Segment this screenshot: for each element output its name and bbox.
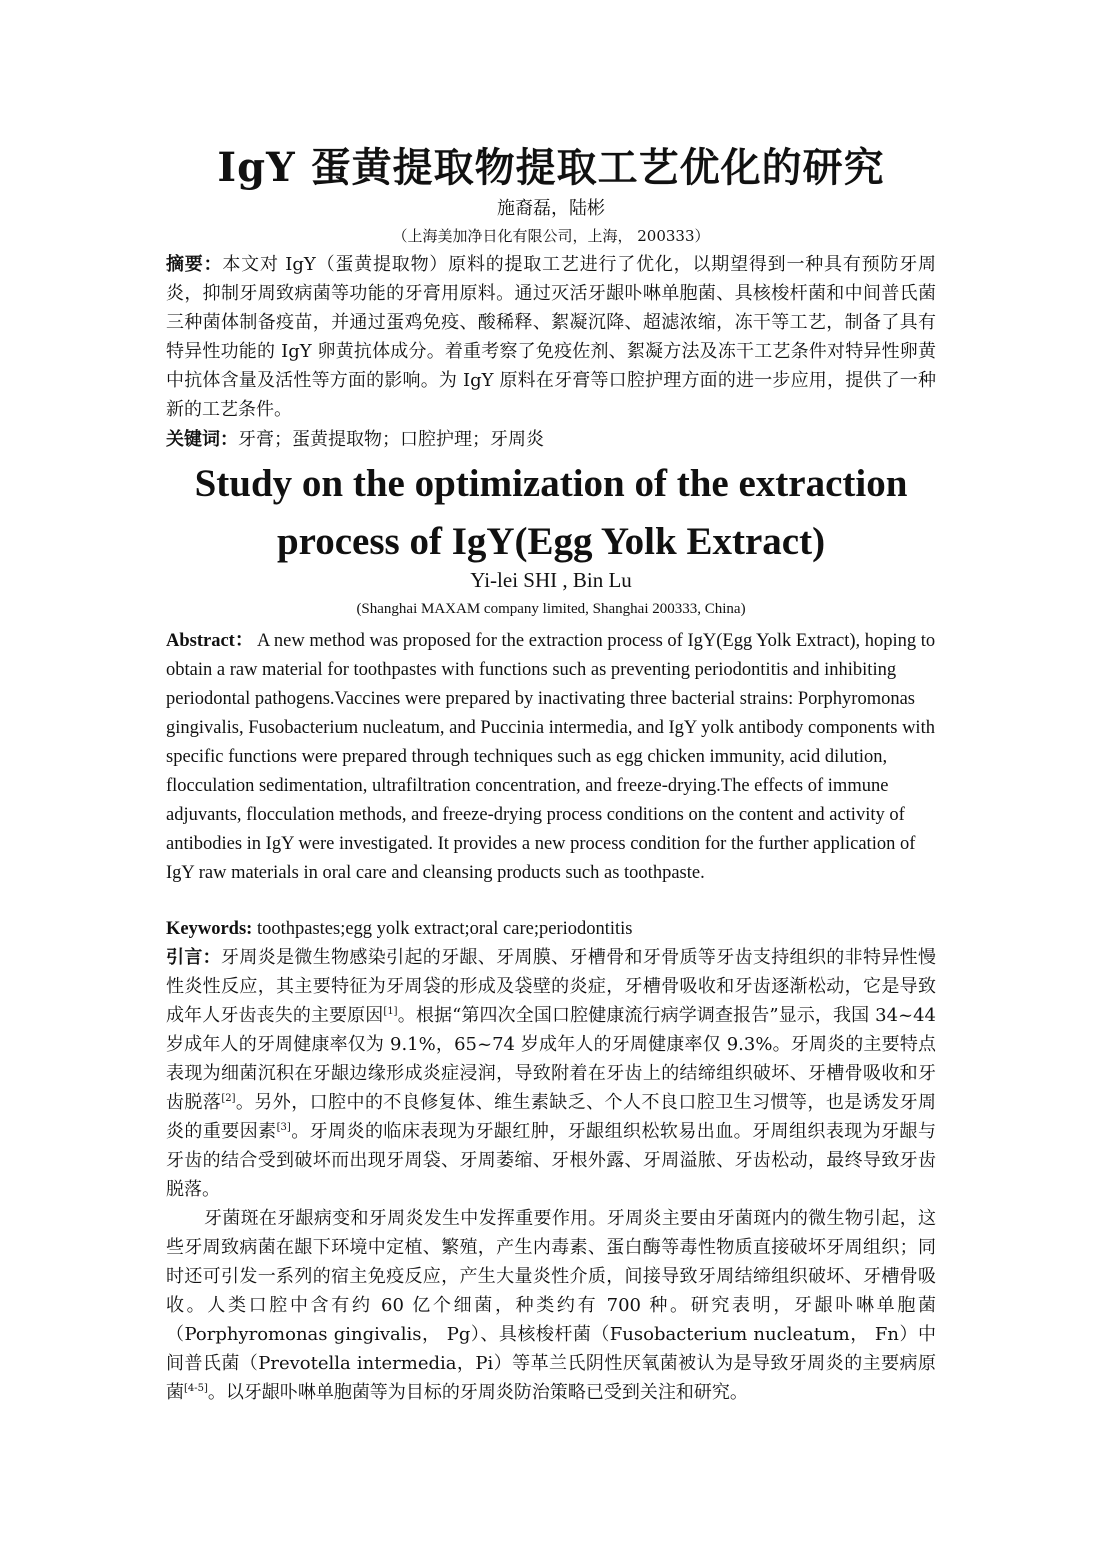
chinese-abstract-label: 摘要： <box>166 254 223 275</box>
intro-text-part-b: 。根据“第四次全国口腔健康流行病学调查报告”显示，我国 34~44 岁成年人的牙周健康率仅为 9.1%，65~74 岁成年人的牙周健康率仅 9.3%。牙周炎的主要特点表现为细菌沉积在牙龈边缘形成炎症浸润，导致附着在牙齿上的结缔组织破坏、牙槽骨吸收和牙齿脱落 <box>166 1005 937 1113</box>
introduction-section <box>166 943 936 1407</box>
chinese-keywords-text: 牙膏；蛋黄提取物；口腔护理；牙周炎 <box>238 429 544 450</box>
citation-4-5: [4-5] <box>184 1383 208 1394</box>
intro-text-part-a: 牙周炎是微生物感染引起的牙龈、牙周膜、牙槽骨和牙骨质等牙齿支持组织的非特异性慢性炎性反应，其主要特征为牙周袋的形成及袋壁的炎症，牙槽骨吸收和牙齿逐渐松动，它是导致成年人牙齿丧失的主要原因 <box>166 947 937 1026</box>
chinese-abstract-text: 本文对 IgY（蛋黄提取物）原料的提取工艺进行了优化，以期望得到一种具有预防牙周炎，抑制牙周致病菌等功能的牙膏用原料。通过灭活牙龈卟啉单胞菌、具核梭杆菌和中间普氏菌三种菌体制备疫苗，并通过蛋鸡免疫、酸稀释、絮凝沉降、超滤浓缩，冻干等工艺，制备了具有特异性功能的 IgY 卵黄抗体成分。着重考察了免疫佐剂、絮凝方法及冻干工艺条件对特异性卵黄中抗体含量及活性等方面的影响。为 IgY 原料在牙膏等口腔护理方面的进一步应用，提供了一种新的工艺条件。 <box>166 254 937 420</box>
chinese-abstract <box>166 250 936 424</box>
english-title-line-1: Study on the optimization of the extraction <box>194 462 908 505</box>
english-keywords <box>166 915 936 944</box>
intro-text-part-c: 。另外，口腔中的不良修复体、维生素缺乏、个人不良口腔卫生习惯等，也是诱发牙周炎的重要因素 <box>166 1092 937 1142</box>
introduction-label: 引言： <box>166 947 222 968</box>
intro-text-part-e: 牙菌斑在牙龈病变和牙周炎发生中发挥重要作用。牙周炎主要由牙菌斑内的微生物引起，这些牙周致病菌在龈下环境中定植、繁殖，产生内毒素、蛋白酶等毒性物质直接破坏牙周组织；同时还可引发一系列的宿主免疫反应，产生大量炎性介质，间接导致牙周结缔组织破坏、牙槽骨吸收。人类口腔中含有约 60 亿个细菌，种类约有 700 种。研究表明，牙龈卟啉单胞菌（Porphyromonas gingivalis， Pg）、具核梭杆菌（Fusobacterium nucleatum， Fn）中间普氏菌（Prevotella intermedia，Pi）等革兰氏阴性厌氧菌被认为是导致牙周炎的主要病原菌 <box>166 1208 936 1403</box>
intro-text-part-f: 。以牙龈卟啉单胞菌等为目标的牙周炎防治策略已受到关注和研究。 <box>207 1382 748 1403</box>
citation-2: [2] <box>221 1093 236 1104</box>
english-abstract <box>166 627 936 888</box>
english-affiliation: (Shanghai MAXAM company limited, Shanghai 200333, China) <box>356 601 746 617</box>
english-title <box>166 455 936 571</box>
introduction-paragraph-2 <box>166 1204 936 1407</box>
english-abstract-label: Abstract： <box>166 631 254 651</box>
citation-3: [3] <box>276 1122 291 1133</box>
english-title-line-2: process of IgY(Egg Yolk Extract) <box>276 520 826 563</box>
chinese-affiliation: （上海美加净日化有限公司，上海， 200333） <box>392 227 710 245</box>
english-authors: Yi-lei SHI , Bin Lu <box>470 568 632 592</box>
chinese-authors: 施裔磊，陆彬 <box>497 198 605 219</box>
english-keywords-text: toothpastes;egg yolk extract;oral care;periodontitis <box>252 919 633 939</box>
chinese-keywords <box>166 425 936 454</box>
introduction-paragraph-1 <box>166 943 936 1204</box>
english-abstract-text: A new method was proposed for the extraction process of IgY(Egg Yolk Extract), hoping to obtain a raw material for toothpastes with functions such as preventing periodontitis and inhibiting periodontal pathogens.Vaccines were prepared by inactivating three bacterial strains: Porphyromonas gingivalis, Fusobacterium nucleatum, and Puccinia intermedia, and IgY yolk antibody components with specific functions were prepared through techniques such as egg chicken immunity, acid dilution, flocculation sedimentation, ultrafiltration concentration, and freeze-drying.The effects of immune adjuvants, flocculation methods, and freeze-drying process conditions on the content and activity of antibodies in IgY were investigated. It provides a new process condition for the further application of IgY raw materials in oral care and cleansing products such as toothpaste. <box>166 631 936 883</box>
chinese-keywords-label: 关键词： <box>166 429 238 450</box>
chinese-title: IgY 蛋黄提取物提取工艺优化的研究 <box>217 144 885 191</box>
english-keywords-label: Keywords: <box>166 919 253 939</box>
intro-text-part-d: 。牙周炎的临床表现为牙龈红肿，牙龈组织松软易出血。牙周组织表现为牙龈与牙齿的结合受到破坏而出现牙周袋、牙周萎缩、牙根外露、牙周溢脓、牙齿松动，最终导致牙齿脱落。 <box>166 1121 936 1200</box>
citation-1: [1] <box>383 1006 398 1017</box>
